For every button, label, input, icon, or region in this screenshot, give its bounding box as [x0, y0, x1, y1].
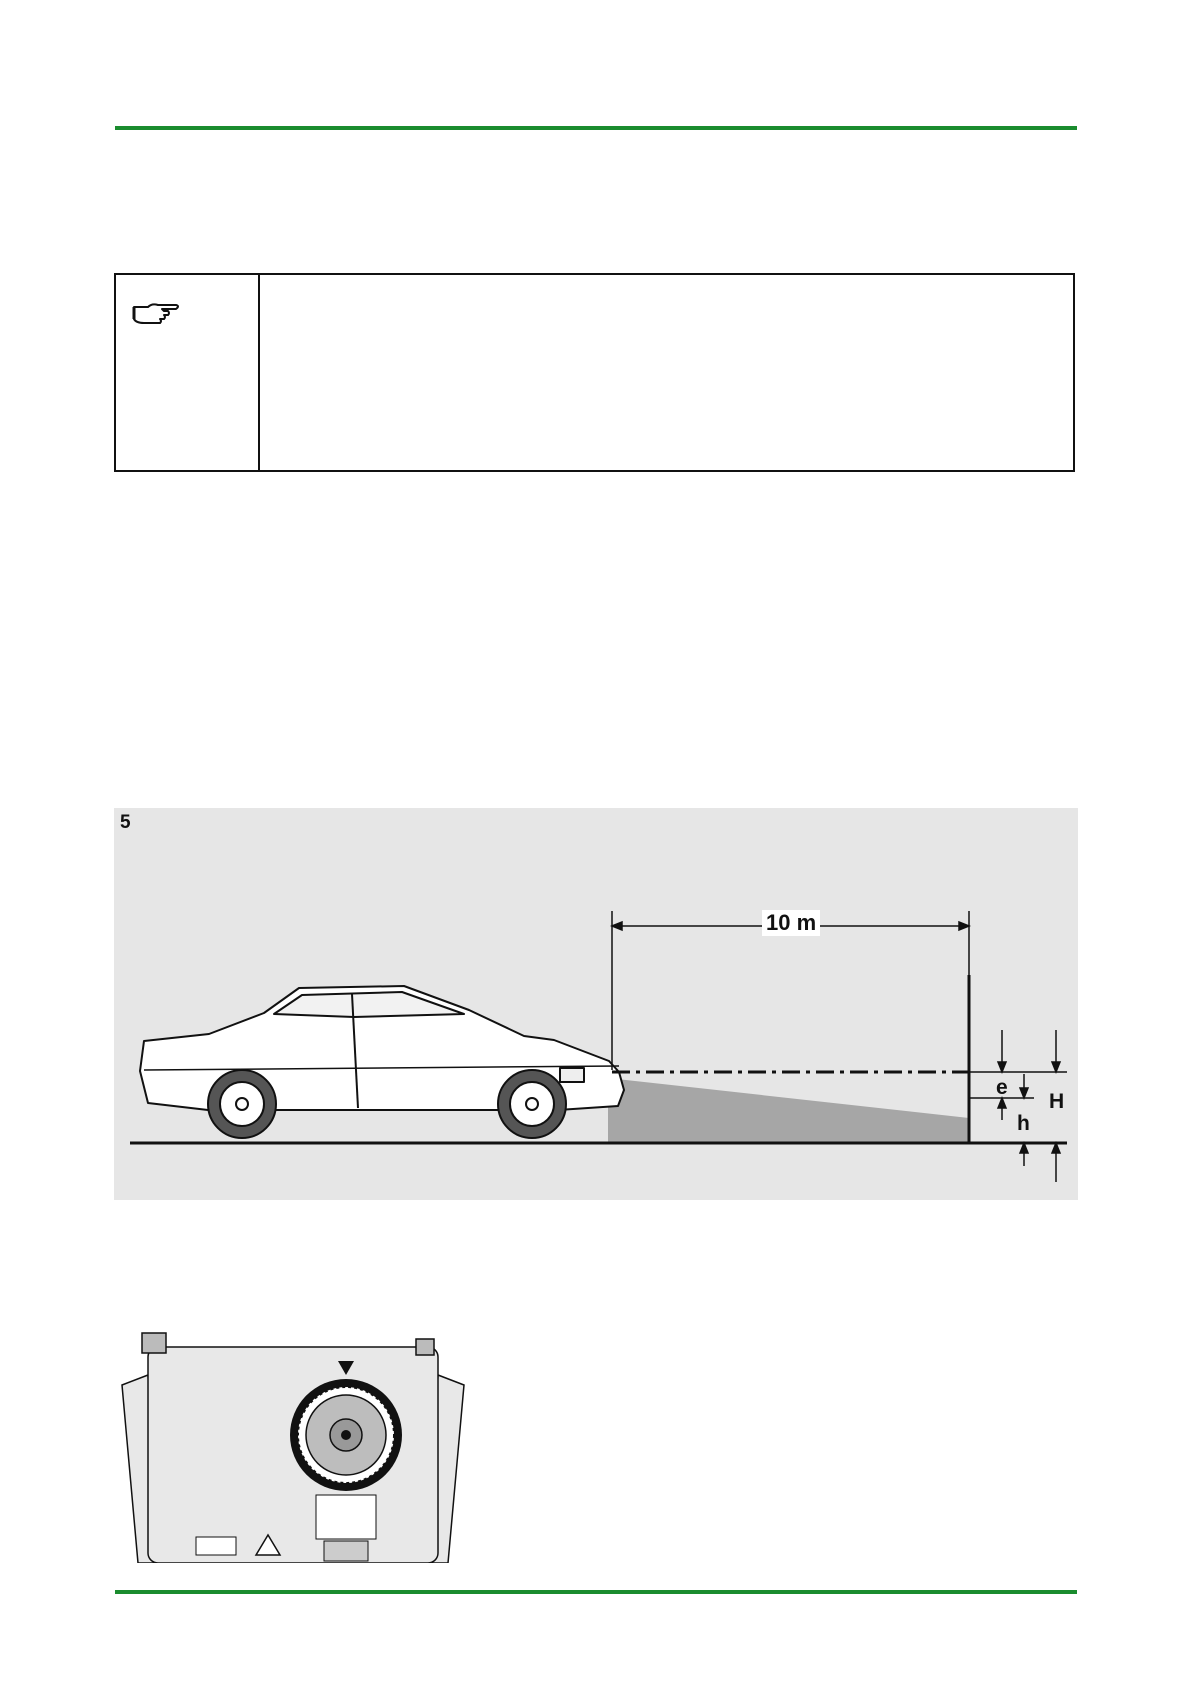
bottom-divider	[115, 1590, 1077, 1594]
laser-label	[196, 1537, 236, 1555]
battery-compartment	[324, 1541, 368, 1561]
pointing-hand-icon	[130, 299, 182, 327]
figure-number: 5	[120, 812, 131, 833]
headlight-tester-illustration	[118, 1325, 468, 1563]
light-beam	[608, 1078, 969, 1143]
headlight-alignment-diagram	[114, 808, 1078, 1200]
car-illustration	[140, 986, 624, 1138]
note-divider	[258, 275, 260, 470]
type-plate	[316, 1495, 376, 1539]
dimension-label-h: h	[1017, 1112, 1030, 1135]
diagram-graphics	[114, 808, 1078, 1200]
distance-label: 10 m	[762, 910, 820, 936]
note-text	[276, 295, 1053, 450]
dimension-label-e: e	[996, 1076, 1008, 1099]
dimension-label-H: H	[1049, 1090, 1065, 1113]
top-divider	[115, 126, 1077, 130]
note-box	[114, 273, 1075, 472]
